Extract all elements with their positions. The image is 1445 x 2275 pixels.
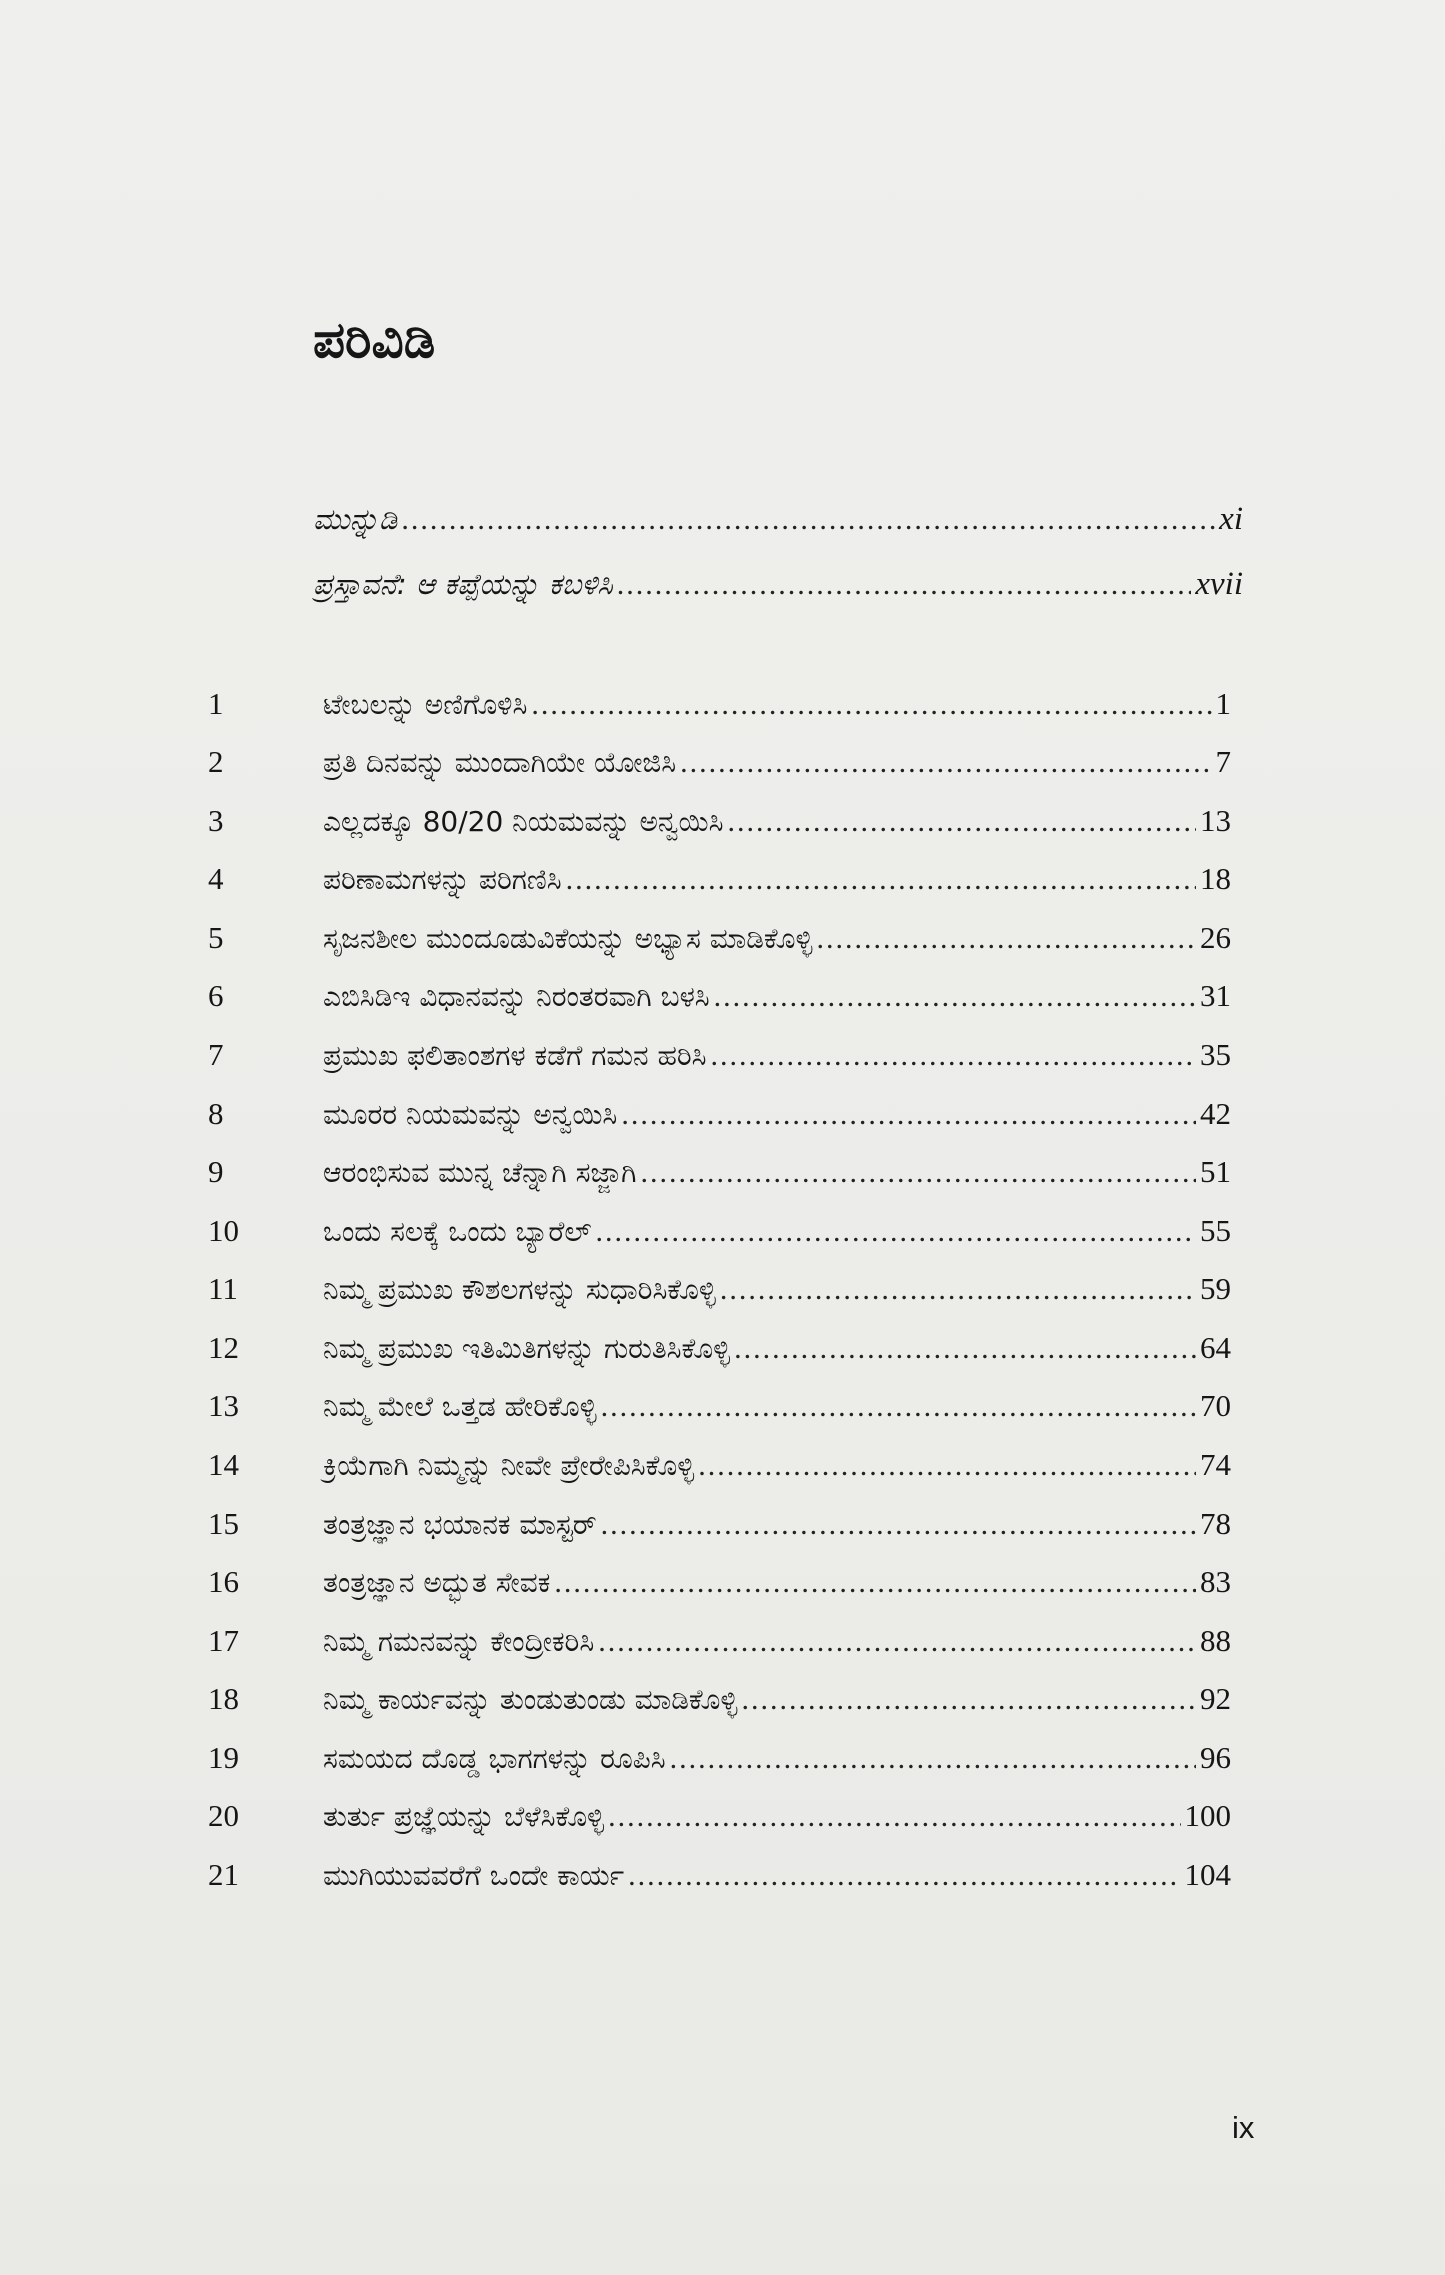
- dot-leader: [531, 680, 1211, 730]
- toc-entry-page: 64: [1200, 1330, 1231, 1365]
- toc-entry-label: ನಿಮ್ಮ ಕಾರ್ಯವನ್ನು ತುಂಡುತುಂಡು ಮಾಡಿಕೊಳ್ಳಿ: [323, 1683, 738, 1716]
- toc-entry-label: ಎಬಿಸಿಡಿಇ ವಿಧಾನವನ್ನು ನಿರಂತರವಾಗಿ ಬಳಸಿ: [323, 980, 710, 1013]
- toc-entry-label: ಕ್ರಿಯೆಗಾಗಿ ನಿಮ್ಮನ್ನು ನೀವೇ ಪ್ರೇರೇಪಿಸಿಕೊಳ್ಳಿ: [323, 1449, 695, 1482]
- page-title: ಪರಿವಿಡಿ: [313, 311, 436, 369]
- toc-chapter-entry[interactable]: [208, 1323, 1231, 1373]
- toc-entry-page: 70: [1200, 1388, 1231, 1423]
- dot-leader: [714, 972, 1196, 1022]
- toc-entry-page: 96: [1200, 1740, 1231, 1775]
- toc-entry-label: ಪ್ರಮುಖ ಫಲಿತಾಂಶಗಳ ಕಡೆಗೆ ಗಮನ ಹರಿಸಿ: [323, 1039, 707, 1072]
- chapter-number: 18: [208, 1681, 239, 1716]
- chapter-number: 12: [208, 1330, 239, 1365]
- toc-entry-page: 18: [1200, 861, 1231, 896]
- toc-chapter-entry[interactable]: [208, 1264, 1231, 1314]
- dot-leader: [598, 1617, 1196, 1667]
- toc-entry-label: ನಿಮ್ಮ ಮೇಲೆ ಒತ್ತಡ ಹೇರಿಕೊಳ್ಳಿ: [323, 1390, 597, 1423]
- toc-chapter-entry[interactable]: [208, 913, 1231, 963]
- toc-entry-label: ನಿಮ್ಮ ಗಮನವನ್ನು ಕೇಂದ್ರೀಕರಿಸಿ: [323, 1625, 595, 1658]
- toc-chapter-entry[interactable]: [208, 1850, 1231, 1900]
- toc-entry-page: 100: [1184, 1798, 1231, 1833]
- toc-entry-page: 1: [1215, 686, 1231, 721]
- chapter-number: 2: [208, 744, 224, 779]
- toc-chapter-entry[interactable]: [208, 854, 1231, 904]
- chapter-number: 17: [208, 1623, 239, 1658]
- toc-entry-page: 35: [1200, 1037, 1231, 1072]
- toc-entry-page: 55: [1200, 1213, 1231, 1248]
- dot-leader: [601, 1500, 1196, 1550]
- toc-entry-label: ಒಂದು ಸಲಕ್ಕೆ ಒಂದು ಬ್ಯಾರೆಲ್: [323, 1215, 592, 1248]
- toc-entry-label: ಮೂರರ ನಿಯಮವನ್ನು ಅನ್ವಯಿಸಿ: [323, 1098, 618, 1131]
- chapter-number: 5: [208, 920, 224, 955]
- toc-entry-label: ನಿಮ್ಮ ಪ್ರಮುಖ ಕೌಶಲಗಳನ್ನು ಸುಧಾರಿಸಿಕೊಳ್ಳಿ: [323, 1273, 716, 1306]
- chapter-number: 19: [208, 1740, 239, 1775]
- toc-entry-label: ಪ್ರತಿ ದಿನವನ್ನು ಮುಂದಾಗಿಯೇ ಯೋಜಿಸಿ: [323, 746, 677, 779]
- toc-chapter-entry[interactable]: [208, 1674, 1231, 1724]
- toc-entry-label: ಎಲ್ಲದಕ್ಕೂ 80/20 ನಿಯಮವನ್ನು ಅನ್ವಯಿಸಿ: [323, 805, 724, 838]
- toc-entry-label: ಟೇಬಲನ್ನು ಅಣಿಗೊಳಿಸಿ: [323, 688, 528, 721]
- toc-entry-label: ಆರಂಭಿಸುವ ಮುನ್ನ ಚೆನ್ನಾಗಿ ಸಜ್ಜಾಗಿ: [323, 1156, 637, 1189]
- chapter-number: 1: [208, 686, 224, 721]
- toc-entry-page: 92: [1200, 1681, 1231, 1716]
- dot-leader: [640, 1148, 1196, 1198]
- toc-entry-label: ತಂತ್ರಜ್ಞಾನ ಅದ್ಭುತ ಸೇವಕ: [323, 1566, 551, 1599]
- chapter-number: 11: [208, 1271, 238, 1306]
- chapter-number: 13: [208, 1388, 239, 1423]
- chapter-number: 3: [208, 803, 224, 838]
- toc-chapter-entry[interactable]: [208, 1499, 1231, 1549]
- toc-chapter-entry[interactable]: [208, 1733, 1231, 1783]
- dot-leader: [698, 1441, 1196, 1491]
- dot-leader: [741, 1675, 1196, 1725]
- toc-entry-page: 51: [1200, 1154, 1231, 1189]
- toc-chapter-entry[interactable]: [208, 1381, 1231, 1431]
- toc-entry-label: ತಂತ್ರಜ್ಞಾನ ಭಯಾನಕ ಮಾಸ್ಟರ್: [323, 1508, 597, 1541]
- page-number: ix: [1232, 2110, 1255, 2145]
- toc-chapter-entry[interactable]: [208, 1791, 1231, 1841]
- dot-leader: [617, 560, 1192, 610]
- toc-chapter-entry[interactable]: [208, 796, 1231, 846]
- dot-leader: [554, 1558, 1196, 1608]
- toc-chapter-entry[interactable]: [208, 1206, 1231, 1256]
- toc-entry-label: ಮುನ್ನುಡಿ: [313, 502, 398, 536]
- chapter-number: 8: [208, 1096, 224, 1131]
- toc-chapter-entry[interactable]: [208, 1557, 1231, 1607]
- toc-chapter-entry[interactable]: [208, 1030, 1231, 1080]
- dot-leader: [680, 738, 1211, 788]
- toc-entry-label: ಸೃಜನಶೀಲ ಮುಂದೂಡುವಿಕೆಯನ್ನು ಅಭ್ಯಾಸ ಮಾಡಿಕೊಳ್ಳಿ: [323, 922, 813, 955]
- toc-chapter-entry[interactable]: [208, 1440, 1231, 1490]
- toc-front-entry[interactable]: [313, 559, 1243, 609]
- dot-leader: [608, 1792, 1180, 1842]
- chapter-number: 16: [208, 1564, 239, 1599]
- dot-leader: [734, 1324, 1196, 1374]
- toc-front-entry[interactable]: [313, 494, 1243, 544]
- toc-entry-page: 42: [1200, 1096, 1231, 1131]
- toc-chapter-entry[interactable]: [208, 1089, 1231, 1139]
- chapter-number: 7: [208, 1037, 224, 1072]
- toc-entry-label: ತುರ್ತು ಪ್ರಜ್ಞೆಯನ್ನು ಬೆಳೆಸಿಕೊಳ್ಳಿ: [323, 1800, 605, 1833]
- chapter-number: 4: [208, 861, 224, 896]
- toc-chapter-entry[interactable]: [208, 1147, 1231, 1197]
- dot-leader: [670, 1734, 1196, 1784]
- dot-leader: [601, 1382, 1196, 1432]
- toc-entry-page: 74: [1200, 1447, 1231, 1482]
- chapter-number: 14: [208, 1447, 239, 1482]
- chapter-number: 9: [208, 1154, 224, 1189]
- toc-entry-page: xi: [1219, 501, 1243, 537]
- chapter-number: 21: [208, 1857, 239, 1892]
- toc-entry-page: 88: [1200, 1623, 1231, 1658]
- toc-entry-label: ಪರಿಣಾಮಗಳನ್ನು ಪರಿಗಣಿಸಿ: [323, 863, 562, 896]
- toc-entry-page: 31: [1200, 978, 1231, 1013]
- toc-entry-page: 13: [1200, 803, 1231, 838]
- chapter-number: 6: [208, 978, 224, 1013]
- chapter-number: 20: [208, 1798, 239, 1833]
- toc-entry-page: 78: [1200, 1506, 1231, 1541]
- chapter-number: 10: [208, 1213, 239, 1248]
- toc-chapter-entry[interactable]: [208, 971, 1231, 1021]
- toc-chapter-entry[interactable]: [208, 1616, 1231, 1666]
- dot-leader: [628, 1851, 1180, 1901]
- toc-entry-page: 7: [1215, 744, 1231, 779]
- dot-leader: [711, 1031, 1196, 1081]
- toc-entry-label: ಮುಗಿಯುವವರೆಗೆ ಒಂದೇ ಕಾರ್ಯ: [323, 1859, 625, 1892]
- toc-entry-page: 83: [1200, 1564, 1231, 1599]
- dot-leader: [720, 1265, 1196, 1315]
- chapter-number: 15: [208, 1506, 239, 1541]
- toc-entry-label: ಪ್ರಸ್ತಾವನೆ: ಆ ಕಪ್ಪೆಯನ್ನು ಕಬಳಿಸಿ: [313, 567, 613, 601]
- dot-leader: [621, 1090, 1196, 1140]
- toc-entry-page: 104: [1184, 1857, 1231, 1892]
- dot-leader: [727, 797, 1196, 847]
- toc-chapter-entry[interactable]: [208, 679, 1231, 729]
- dot-leader: [817, 914, 1197, 964]
- toc-entry-page: 59: [1200, 1271, 1231, 1306]
- dot-leader: [401, 495, 1215, 545]
- toc-entry-label: ಸಮಯದ ದೊಡ್ಡ ಭಾಗಗಳನ್ನು ರೂಪಿಸಿ: [323, 1742, 666, 1775]
- toc-entry-page: xvii: [1195, 566, 1243, 602]
- toc-entry-label: ನಿಮ್ಮ ಪ್ರಮುಖ ಇತಿಮಿತಿಗಳನ್ನು ಗುರುತಿಸಿಕೊಳ್ಳಿ: [323, 1332, 731, 1365]
- dot-leader: [566, 855, 1196, 905]
- dot-leader: [596, 1207, 1196, 1257]
- toc-entry-page: 26: [1200, 920, 1231, 955]
- toc-chapter-entry[interactable]: [208, 737, 1231, 787]
